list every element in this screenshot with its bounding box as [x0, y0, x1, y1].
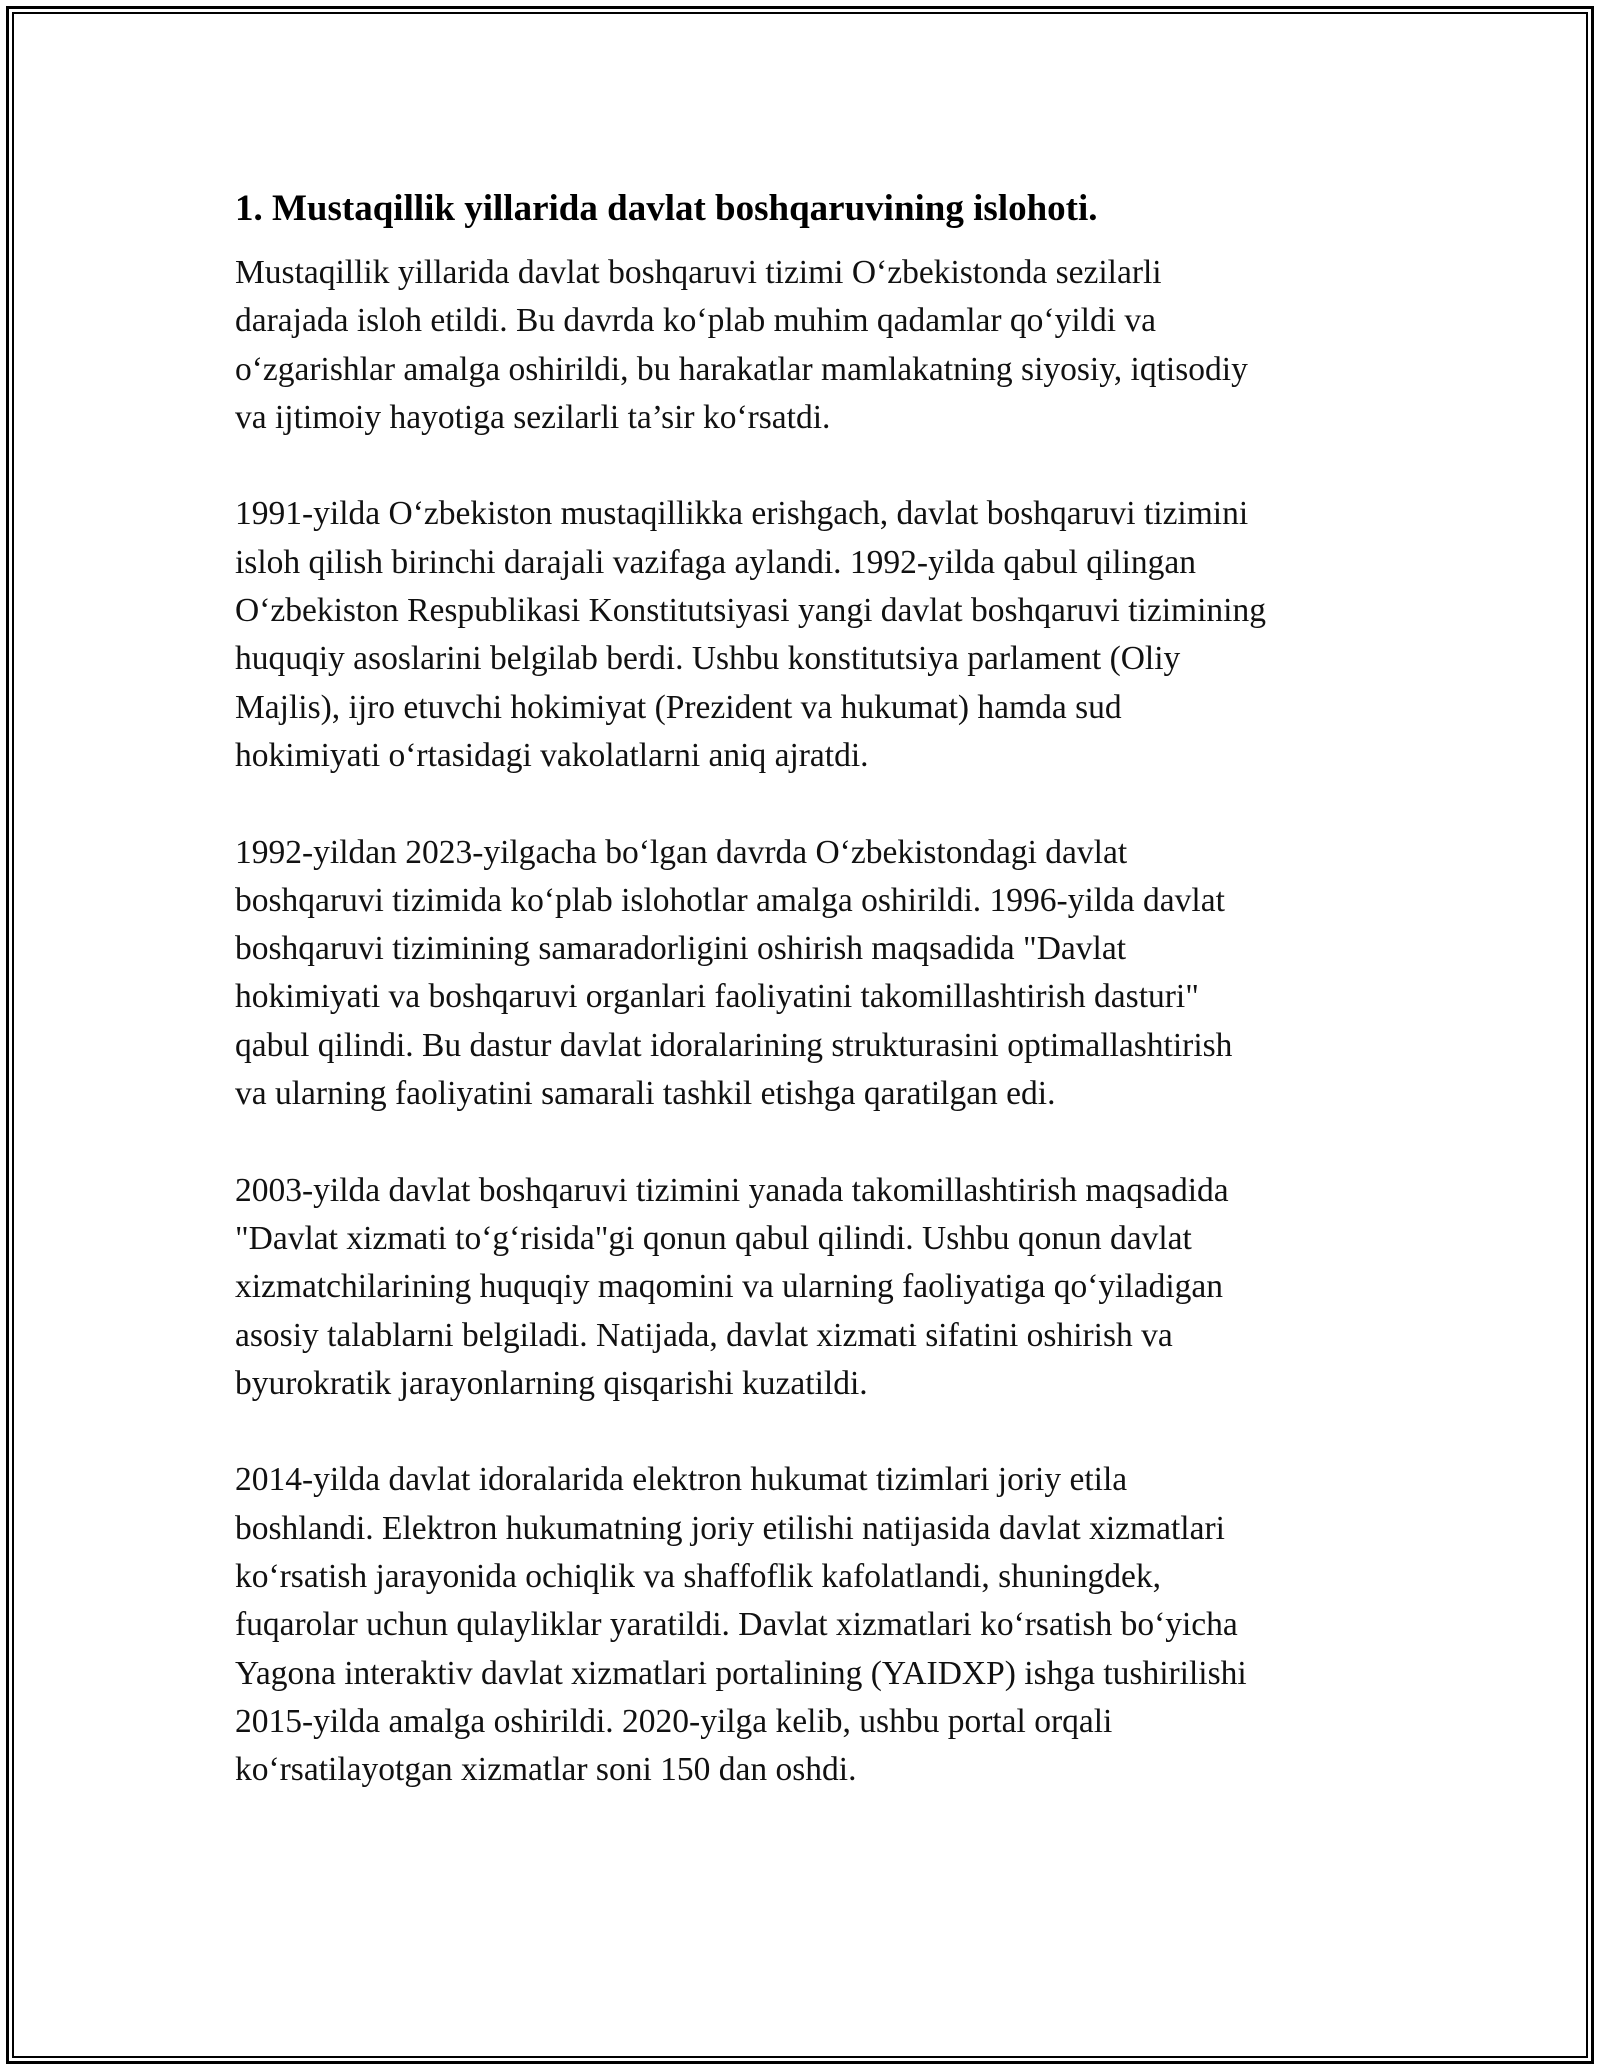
text-line: boshlandi. Elektron hukumatning joriy etilishi natijasida davlat xizmatlari	[235, 1509, 1225, 1547]
document-body	[235, 185, 1370, 1843]
section-title: 1. Mustaqillik yillarida davlat boshqaruvining islohoti.	[235, 188, 1098, 229]
text-line: darajada isloh etildi. Bu davrda ko‘plab muhim qadamlar qo‘yildi va	[235, 302, 1157, 340]
text-line: xizmatchilarining huquqiy maqomini va ularning faoliyatiga qo‘yiladigan	[235, 1268, 1224, 1306]
text-line: asosiy talablarni belgiladi. Natijada, davlat xizmati sifatini oshirish va	[235, 1316, 1173, 1354]
text-line: Yagona interaktiv davlat xizmatlari portalining (YAIDXP) ishga tushirilishi	[235, 1654, 1247, 1692]
text-line: va ijtimoiy hayotiga sezilarli ta’sir ko‘rsatdi.	[235, 398, 831, 436]
text-line: qabul qilindi. Bu dastur davlat idoralarining strukturasini optimallashtirish	[235, 1026, 1233, 1064]
text-line: isloh qilish birinchi darajali vazifaga aylandi. 1992-yilda qabul qilingan	[235, 543, 1197, 581]
text-line: ko‘rsatilayotgan xizmatlar soni 150 dan oshdi.	[235, 1751, 857, 1789]
text-line: O‘zbekiston Respublikasi Konstitutsiyasi yangi davlat boshqaruvi tizimining	[235, 592, 1266, 630]
text-line: hokimiyati o‘rtasidagi vakolatlarni aniq ajratdi.	[235, 736, 869, 774]
paragraph-3	[235, 829, 1370, 1119]
text-line: 2015-yilda amalga oshirildi. 2020-yilga kelib, ushbu portal orqali	[235, 1702, 1113, 1740]
paragraph-4	[235, 1167, 1370, 1408]
text-line: 1991-yilda O‘zbekiston mustaqillikka erishgach, davlat boshqaruvi tizimini	[235, 495, 1249, 533]
text-line: Majlis), ijro etuvchi hokimiyat (Prezident va hukumat) hamda sud	[235, 688, 1122, 726]
text-line: fuqarolar uchun qulayliklar yaratildi. Davlat xizmatlari ko‘rsatish bo‘yicha	[235, 1606, 1238, 1644]
paragraph-2	[235, 490, 1370, 780]
text-line: huquqiy asoslarini belgilab berdi. Ushbu konstitutsiya parlament (Oliy	[235, 640, 1181, 678]
paragraph-1	[235, 249, 1370, 442]
text-line: o‘zgarishlar amalga oshirildi, bu harakatlar mamlakatning siyosiy, iqtisodiy	[235, 350, 1248, 388]
text-line: hokimiyati va boshqaruvi organlari faoliyatini takomillashtirish dasturi"	[235, 978, 1199, 1016]
text-line: ko‘rsatish jarayonida ochiqlik va shaffoflik kafolatlandi, shuningdek,	[235, 1558, 1161, 1596]
paragraph-5	[235, 1456, 1370, 1794]
text-line: 1992-yildan 2023-yilgacha bo‘lgan davrda O‘zbekistondagi davlat	[235, 833, 1128, 871]
text-line: "Davlat xizmati to‘g‘risida"gi qonun qabul qilindi. Ushbu qonun davlat	[235, 1219, 1192, 1257]
text-line: 2003-yilda davlat boshqaruvi tizimini yanada takomillashtirish maqsadida	[235, 1171, 1229, 1209]
text-line: 2014-yilda davlat idoralarida elektron hukumat tizimlari joriy etila	[235, 1461, 1128, 1499]
text-line: Mustaqillik yillarida davlat boshqaruvi tizimi O‘zbekistonda sezilarli	[235, 254, 1162, 291]
text-line: boshqaruvi tizimining samaradorligini oshirish maqsadida "Davlat	[235, 930, 1127, 968]
text-line: byurokratik jarayonlarning qisqarishi kuzatildi.	[235, 1364, 868, 1402]
text-line: va ularning faoliyatini samarali tashkil etishga qaratilgan edi.	[235, 1075, 1056, 1113]
text-line: boshqaruvi tizimida ko‘plab islohotlar amalga oshirildi. 1996-yilda davlat	[235, 881, 1225, 919]
